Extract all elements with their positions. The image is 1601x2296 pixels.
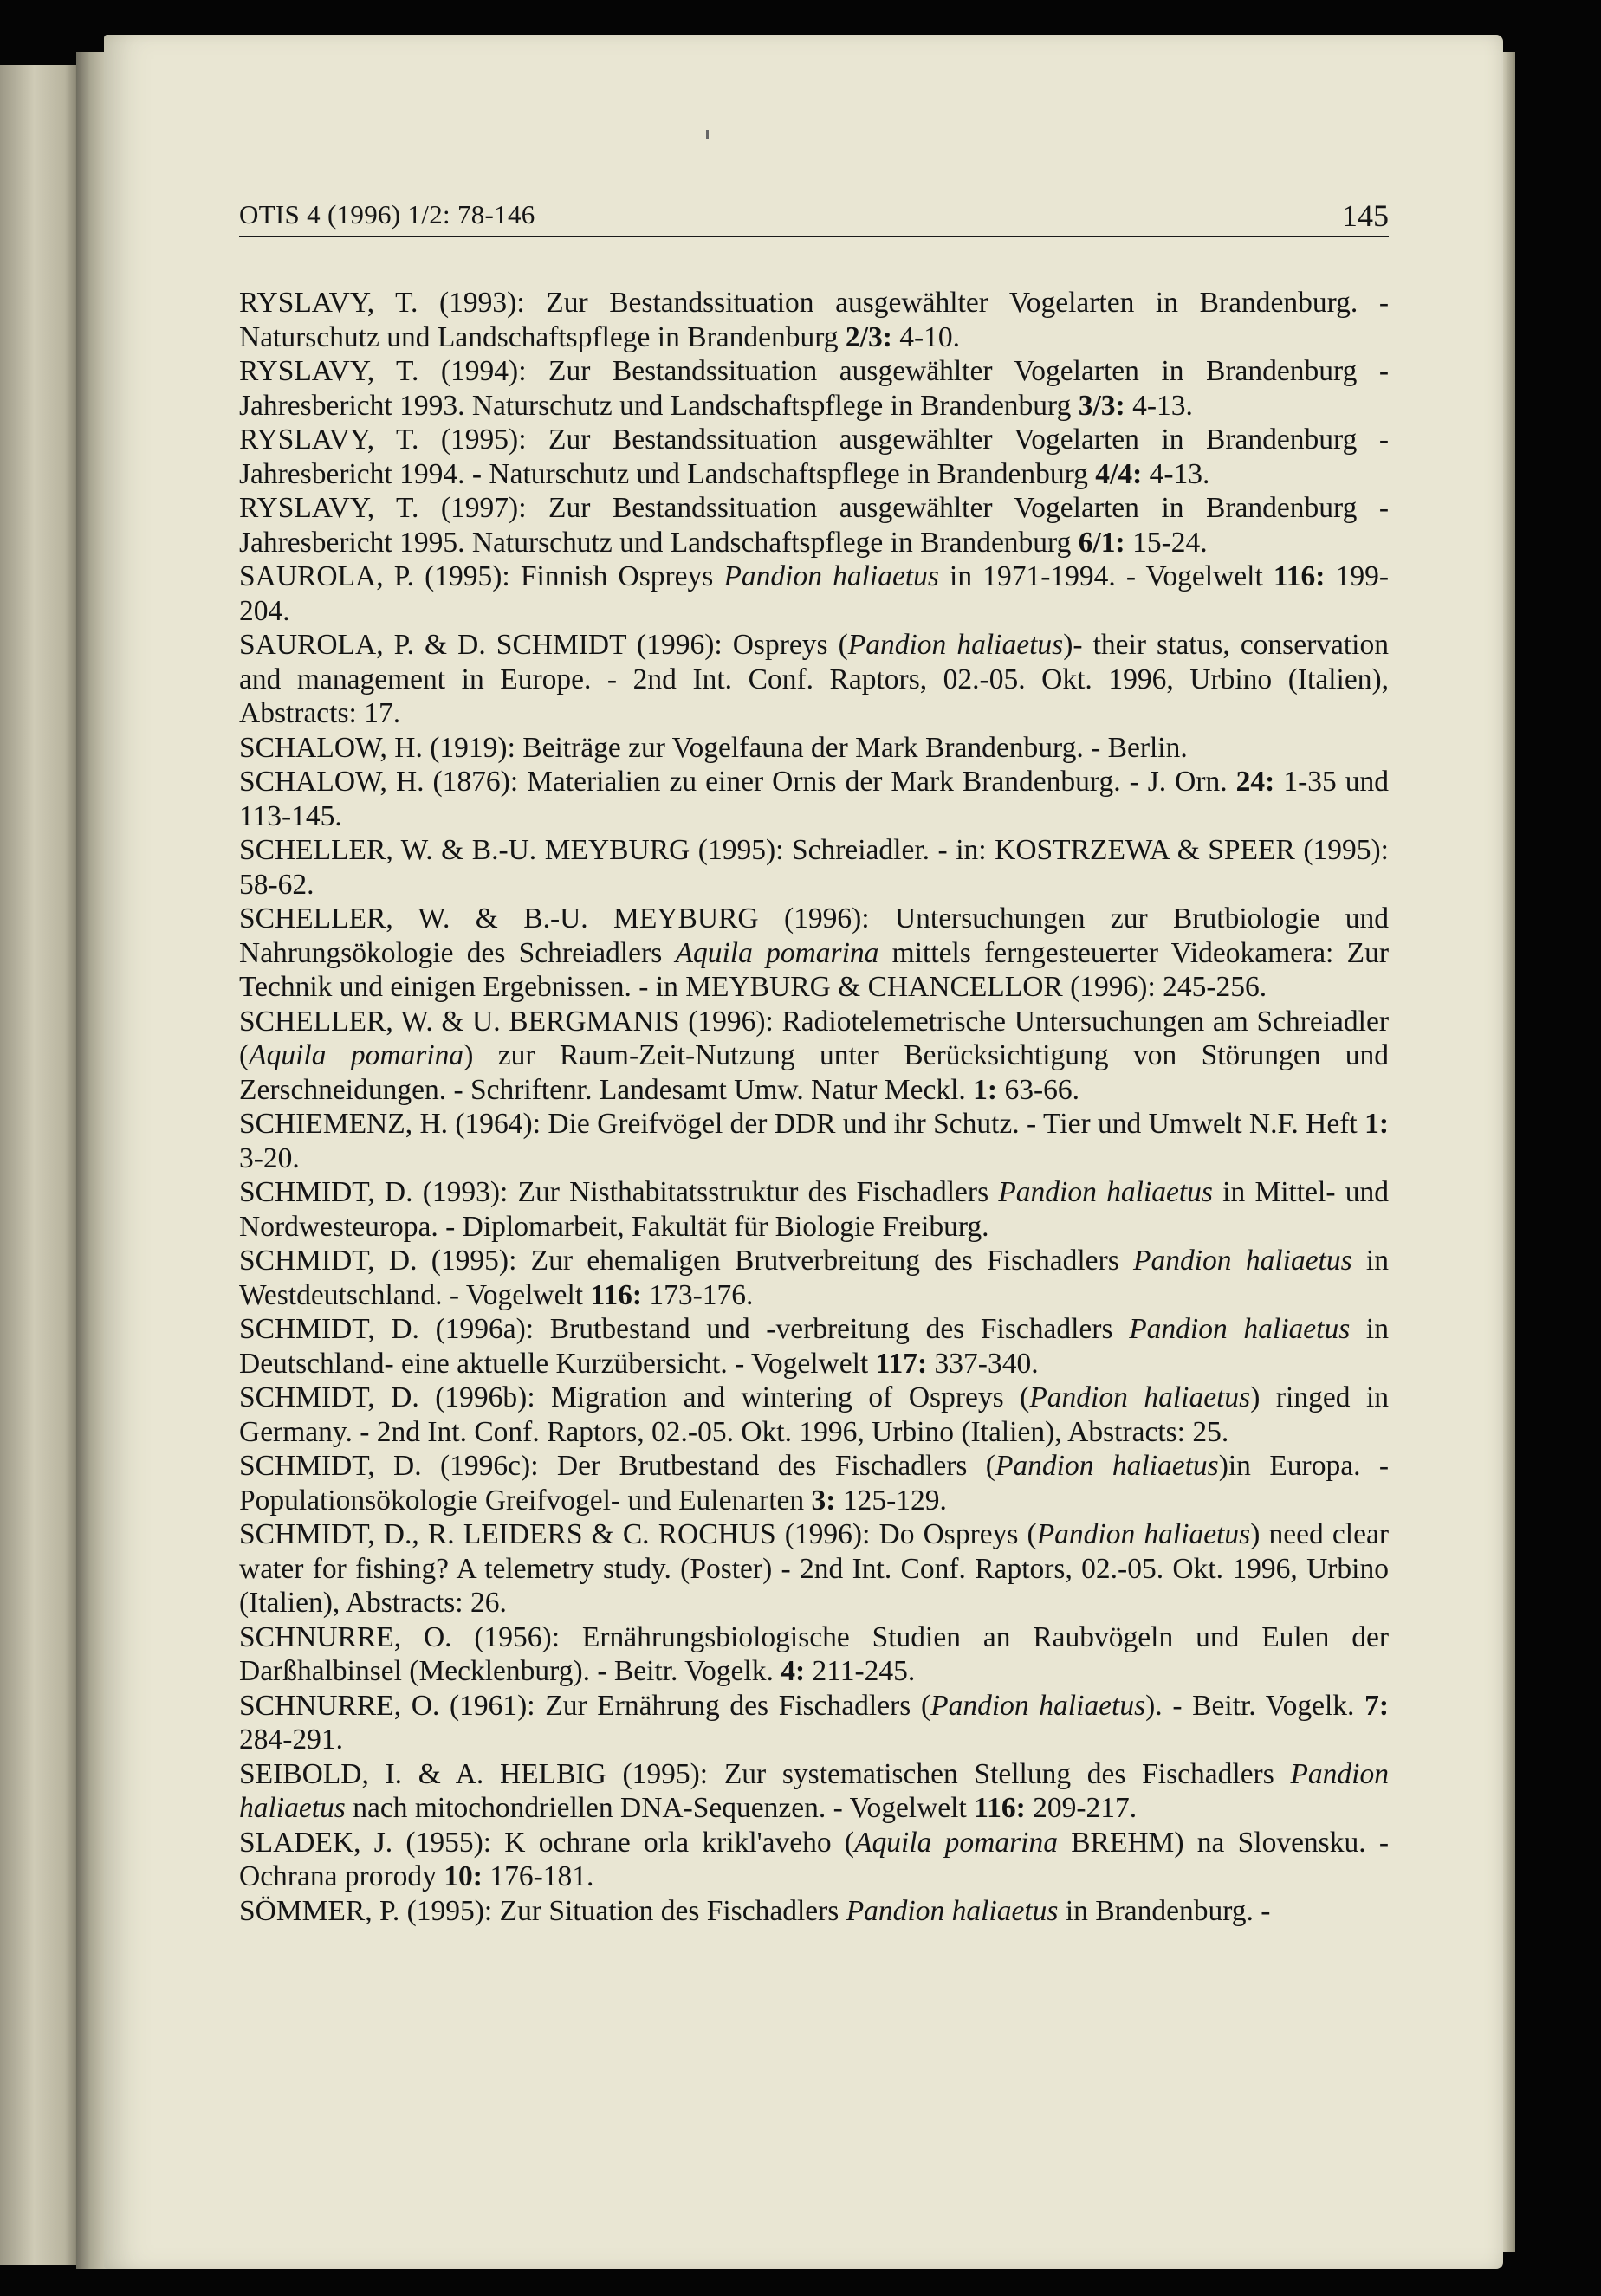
reference-entry: [239, 491, 1389, 559]
species-name: Pandion haliaetus: [998, 1176, 1213, 1208]
reference-entry: [239, 765, 1389, 833]
volume-number: 10:: [444, 1860, 483, 1892]
volume-number: 1:: [973, 1073, 998, 1106]
reference-text: SCHNURRE, O. (1961): Zur Ernährung des Fischadlers (: [239, 1689, 931, 1722]
reference-text: SAUROLA, P. & D. SCHMIDT (1996): Ospreys (: [239, 629, 848, 661]
reference-text: in Brandenburg. -: [1058, 1894, 1271, 1927]
reference-text: SCHMIDT, D. (1995): Zur ehemaligen Brutverbreitung des Fischadlers: [239, 1245, 1134, 1277]
page-range: 209-217.: [1025, 1792, 1138, 1824]
page-range: 284-291.: [239, 1724, 344, 1756]
volume-number: 4/4:: [1095, 457, 1143, 490]
page-range: 337-340.: [927, 1347, 1039, 1380]
volume-number: 7:: [1364, 1689, 1389, 1722]
reference-text: ). - Beitr. Vogelk.: [1145, 1689, 1365, 1722]
species-name: Aquila pomarina: [854, 1826, 1058, 1859]
reference-text: SAUROLA, P. (1995): Finnish Ospreys: [239, 560, 724, 592]
volume-number: 1:: [1364, 1108, 1389, 1140]
reference-entry: [239, 1244, 1389, 1312]
volume-number: 24:: [1235, 766, 1275, 798]
reference-entry: [239, 1449, 1389, 1517]
page-range: 15-24.: [1125, 526, 1208, 559]
page-range: 4-10.: [891, 320, 961, 353]
volume-number: 6/1:: [1078, 526, 1125, 559]
page-range: 4-13.: [1142, 457, 1210, 490]
reference-entry: [239, 833, 1389, 902]
species-name: Pandion haliaetus: [723, 560, 939, 592]
species-name: Aquila pomarina: [675, 936, 879, 969]
reference-text: SCHMIDT, D. (1996b): Migration and wintering of Ospreys (: [239, 1381, 1030, 1413]
volume-number: 4:: [781, 1655, 806, 1687]
reference-text: RYSLAVY, T. (1994): Zur Bestandssituation ausgewählter Vogelarten in Brandenburg - Jahresbericht 1993. Naturschutz und Landschaftspflege in Brandenburg: [239, 355, 1389, 422]
page-range: 3-20.: [239, 1142, 300, 1174]
reference-entry: [239, 1107, 1389, 1175]
reference-entry: [239, 1517, 1389, 1620]
volume-number: 116:: [590, 1278, 642, 1311]
reference-entry: [239, 902, 1389, 1005]
page-range: 63-66.: [997, 1073, 1079, 1106]
reference-text: SCHMIDT, D. (1993): Zur Nisthabitatsstruktur des Fischadlers: [239, 1176, 999, 1208]
page-number: 145: [1342, 198, 1389, 233]
page-fore-edge: [1503, 52, 1515, 2252]
reference-text: SCHELLER, W. & U. BERGMANIS (1996): Radiotelemetrische Untersuchungen am Schreiadler (: [239, 1005, 1389, 1071]
species-name: Pandion haliaetus: [1129, 1313, 1351, 1345]
volume-number: 3/3:: [1078, 389, 1125, 422]
reference-text: SCHALOW, H. (1876): Materialien zu einer Ornis der Mark Brandenburg. - J. Orn.: [239, 766, 1236, 798]
species-name: Pandion haliaetus: [846, 1894, 1059, 1927]
reference-entry: [239, 286, 1389, 354]
reference-text: in Deutschland- eine aktuelle Kurzübersicht. - Vogelwelt: [239, 1313, 1389, 1380]
reference-entry: [239, 1175, 1389, 1244]
reference-text: mittels ferngesteuerter Videokamera: Zur Technik und einigen Ergebnissen. - in MEYBURG & CHANCELLOR (1996): 245-256.: [239, 936, 1389, 1003]
reference-text: ) zur Raum-Zeit-Nutzung unter Berücksichtigung von Störungen und Zerschneidungen. - Schriftenr. Landesamt Umw. Natur Meckl.: [239, 1039, 1389, 1106]
species-name: Pandion haliaetus: [239, 1757, 1389, 1824]
reference-entry: [239, 1689, 1389, 1757]
reference-entry: [239, 1312, 1389, 1381]
reference-entry: [239, 1005, 1389, 1108]
reference-text: )- their status, conservation and management in Europe. - 2nd Int. Conf. Raptors, 02.-05. Okt. 1996, Urbino (Italien), Abstracts: 17.: [239, 629, 1389, 729]
reference-text: SCHALOW, H. (1919): Beiträge zur Vogelfauna der Mark Brandenburg. - Berlin.: [239, 731, 1188, 764]
running-head: [239, 196, 1389, 237]
reference-list: [239, 286, 1389, 1928]
species-name: Pandion haliaetus: [1133, 1245, 1352, 1277]
reference-text: SCHNURRE, O. (1956): Ernährungsbiologische Studien an Raubvögeln und Eulen der Darßhalbinsel (Mecklenburg). - Beitr. Vogelk.: [239, 1620, 1389, 1687]
reference-entry: [239, 628, 1389, 731]
reference-text: )in Europa. - Populationsökologie Greifvogel- und Eulenarten: [239, 1450, 1389, 1517]
reference-entry: [239, 1757, 1389, 1826]
reference-text: RYSLAVY, T. (1993): Zur Bestandssituation ausgewählter Vogelarten in Brandenburg. - Naturschutz und Landschaftspflege in Brandenburg: [239, 287, 1389, 353]
species-name: Pandion haliaetus: [995, 1450, 1219, 1482]
reference-entry: [239, 1381, 1389, 1449]
reference-text: RYSLAVY, T. (1997): Zur Bestandssituation ausgewählter Vogelarten in Brandenburg - Jahresbericht 1995. Naturschutz und Landschaftspflege in Brandenburg: [239, 492, 1389, 559]
reference-entry: [239, 1826, 1389, 1894]
reference-text: in Westdeutschland. - Vogelwelt: [239, 1245, 1389, 1311]
page-range: 1-35 und 113-145.: [239, 766, 1389, 832]
page-range: 125-129.: [835, 1484, 947, 1517]
species-name: Pandion haliaetus: [1036, 1518, 1251, 1550]
species-name: Pandion haliaetus: [930, 1689, 1146, 1722]
reference-text: ) need clear water for fishing? A telemetry study. (Poster) - 2nd Int. Conf. Raptors, 02.-05. Okt. 1996, Urbino (Italien), Abstracts: 26.: [239, 1518, 1389, 1619]
page-range: 173-176.: [642, 1278, 754, 1311]
reference-text: SCHMIDT, D., R. LEIDERS & C. ROCHUS (1996): Do Ospreys (: [239, 1518, 1037, 1550]
reference-text: SCHIEMENZ, H. (1964): Die Greifvögel der DDR und ihr Schutz. - Tier und Umwelt N.F. Heft: [239, 1108, 1365, 1140]
reference-text: SCHMIDT, D. (1996c): Der Brutbestand des Fischadlers (: [239, 1450, 995, 1482]
reference-text: SEIBOLD, I. & A. HELBIG (1995): Zur systematischen Stellung des Fischadlers: [239, 1757, 1291, 1790]
print-mark: [706, 130, 709, 139]
reference-entry: [239, 354, 1389, 423]
reference-text: in 1971-1994. - Vogelwelt: [938, 560, 1274, 592]
page-range: 4-13.: [1125, 389, 1193, 422]
species-name: Pandion haliaetus: [847, 629, 1064, 661]
facing-page-edge: [0, 65, 76, 2265]
reference-text: SÖMMER, P. (1995): Zur Situation des Fischadlers: [239, 1894, 846, 1927]
reference-text: SCHMIDT, D. (1996a): Brutbestand und -verbreitung des Fischadlers: [239, 1313, 1130, 1345]
page-range: 199-204.: [239, 560, 1389, 627]
volume-number: 116:: [1273, 560, 1326, 592]
page-range: 176-181.: [482, 1860, 594, 1892]
volume-number: 3:: [811, 1484, 836, 1517]
reference-text: RYSLAVY, T. (1995): Zur Bestandssituation ausgewählter Vogelarten in Brandenburg - Jahresbericht 1994. - Naturschutz und Landschaftspflege in Brandenburg: [239, 424, 1389, 490]
reference-text: nach mitochondriellen DNA-Sequenzen. - Vogelwelt: [345, 1792, 975, 1824]
reference-entry: [239, 559, 1389, 628]
reference-text: in Mittel- und Nordwesteuropa. - Diplomarbeit, Fakultät für Biologie Freiburg.: [239, 1176, 1389, 1243]
page-range: 211-245.: [805, 1655, 916, 1687]
journal-citation: OTIS 4 (1996) 1/2: 78-146: [239, 199, 535, 230]
reference-entry: [239, 1894, 1389, 1929]
volume-number: 2/3:: [845, 320, 892, 353]
reference-text: SLADEK, J. (1955): K ochrane orla krikl'aveho (: [239, 1826, 855, 1859]
volume-number: 117:: [875, 1347, 928, 1380]
reference-text: BREHM) na Slovensku. - Ochrana prorody: [239, 1826, 1390, 1892]
reference-text: ) ringed in Germany. - 2nd Int. Conf. Raptors, 02.-05. Okt. 1996, Urbino (Italien), Abstracts: 25.: [239, 1381, 1390, 1448]
reference-text: SCHELLER, W. & B.-U. MEYBURG (1996): Untersuchungen zur Brutbiologie und Nahrungsökologie des Schreiadlers: [239, 902, 1389, 969]
reference-entry: [239, 1620, 1389, 1689]
reference-entry: [239, 423, 1389, 491]
species-name: Pandion haliaetus: [1029, 1381, 1251, 1413]
reference-entry: [239, 731, 1389, 766]
species-name: Aquila pomarina: [249, 1039, 464, 1071]
reference-text: SCHELLER, W. & B.-U. MEYBURG (1995): Schreiadler. - in: KOSTRZEWA & SPEER (1995): 58-62.: [239, 834, 1389, 901]
volume-number: 116:: [974, 1792, 1026, 1824]
